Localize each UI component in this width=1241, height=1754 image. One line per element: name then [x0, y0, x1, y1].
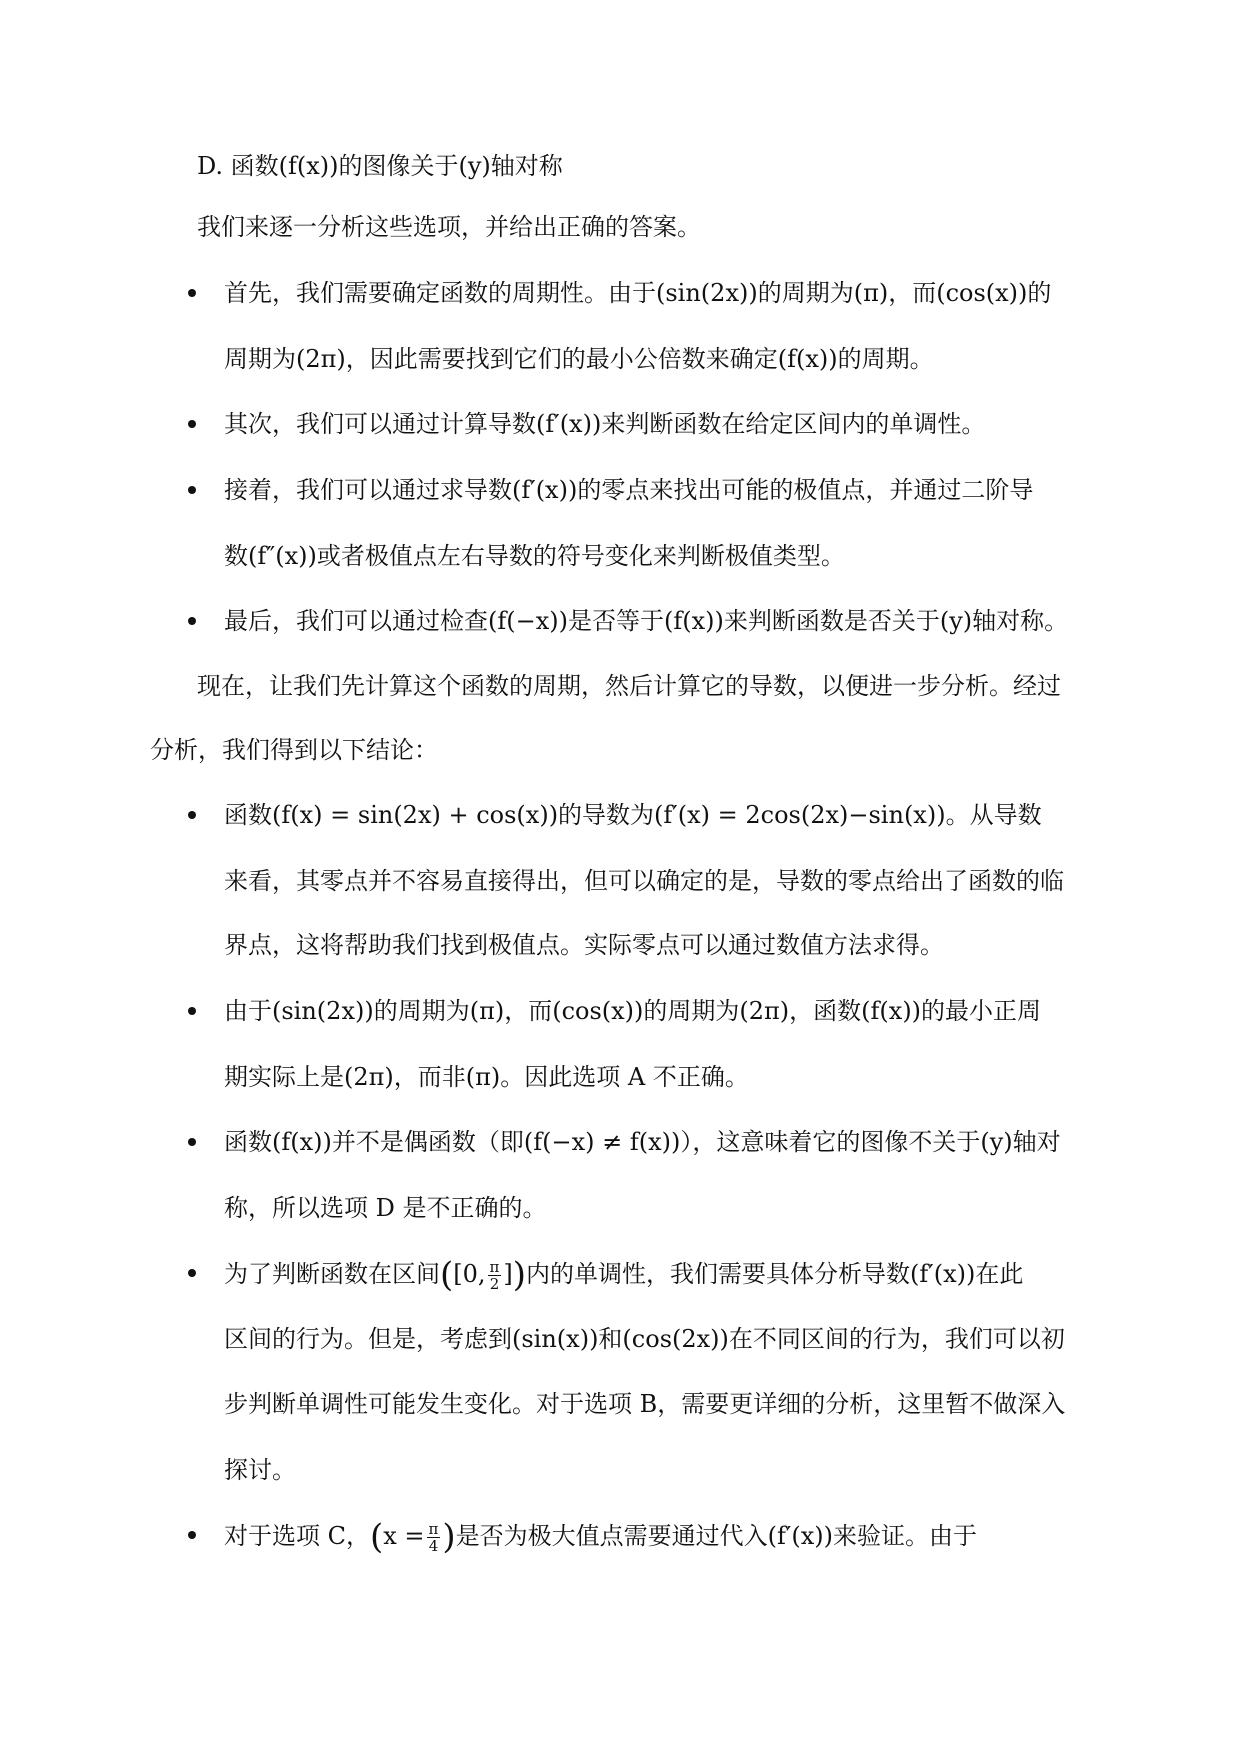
option-d-text: D. 函数(f(x))的图像关于(y)轴对称	[197, 152, 563, 180]
monotonic-pre-text: 为了判断函数在区间	[224, 1260, 440, 1288]
bullet-dot	[188, 1531, 196, 1539]
bullet-dot	[188, 1138, 196, 1146]
conclusion-monotonic-line4: 探讨。	[224, 1456, 296, 1484]
bullet-extrema-line2: 数(f″(x))或者极值点左右导数的符号变化来判断极值类型。	[224, 542, 845, 570]
close-paren: )	[512, 1255, 527, 1295]
conclusion-monotonic-line2: 区间的行为。但是，考虑到(sin(x))和(cos(2x))在不同区间的行为，我们可以初	[224, 1325, 1065, 1353]
conclusion-monotonic-line3: 步判断单调性可能发生变化。对于选项 B，需要更详细的分析，这里暂不做深入	[224, 1390, 1066, 1418]
conclusion-parity-line2: 称，所以选项 D 是不正确的。	[224, 1194, 547, 1222]
conclusion-monotonic-line1	[224, 1252, 1023, 1297]
analysis-paragraph-line2: 分析，我们得到以下结论：	[150, 736, 438, 764]
bullet-derivative: 其次，我们可以通过计算导数(f′(x))来判断函数在给定区间内的单调性。	[224, 410, 986, 438]
bullet-period-line2: 周期为(2π)，因此需要找到它们的最小公倍数来确定(f(x))的周期。	[224, 345, 934, 373]
conclusion-derivative-line3: 界点，这将帮助我们找到极值点。实际零点可以通过数值方法求得。	[224, 931, 944, 959]
bullet-dot	[188, 420, 196, 428]
fraction-numerator: π	[428, 1520, 439, 1538]
bullet-dot	[188, 1269, 196, 1277]
open-paren: (	[370, 1517, 384, 1557]
pi-over-4-fraction	[427, 1521, 441, 1554]
bullet-dot	[188, 811, 196, 819]
pi-over-2-fraction	[488, 1259, 502, 1292]
close-paren: )	[442, 1517, 456, 1557]
bullet-symmetry: 最后，我们可以通过检查(f(−x))是否等于(f(x))来判断函数是否关于(y)轴对称。	[224, 607, 1069, 635]
interval-close: ]	[503, 1260, 513, 1288]
intro-paragraph: 我们来逐一分析这些选项，并给出正确的答案。	[197, 213, 701, 241]
conclusion-period-line1: 由于(sin(2x))的周期为(π)，而(cos(x))的周期为(2π)，函数(f(x))的最小正周	[224, 997, 1042, 1025]
analysis-paragraph-line1: 现在，让我们先计算这个函数的周期，然后计算它的导数，以便进一步分析。经过	[197, 672, 1061, 700]
fraction-numerator: π	[489, 1258, 500, 1276]
bullet-dot	[188, 486, 196, 494]
bullet-period-line1: 首先，我们需要确定函数的周期性。由于(sin(2x))的周期为(π)，而(cos(x))的	[224, 279, 1052, 307]
bullet-dot	[188, 1007, 196, 1015]
bullet-dot	[188, 617, 196, 625]
open-paren: (	[440, 1255, 454, 1295]
maximum-pre-text: 对于选项 C，	[224, 1522, 370, 1550]
conclusion-period-line2: 期实际上是(2π)，而非(π)。因此选项 A 不正确。	[224, 1063, 749, 1091]
x-equals: x =	[383, 1522, 425, 1550]
conclusion-parity-line1: 函数(f(x))并不是偶函数（即(f(−x) ≠ f(x))），这意味着它的图像不关于(y)轴对	[224, 1128, 1061, 1156]
conclusion-derivative-line2: 来看，其零点并不容易直接得出，但可以确定的是，导数的零点给出了函数的临	[224, 867, 1064, 895]
fraction-denominator: 2	[489, 1275, 500, 1293]
monotonic-post-text: 内的单调性，我们需要具体分析导数(f′(x))在此	[526, 1260, 1024, 1288]
fraction-denominator: 4	[428, 1537, 439, 1555]
maximum-post-text: 是否为极大值点需要通过代入(f′(x))来验证。由于	[455, 1522, 977, 1550]
interval-open: [0,	[453, 1260, 486, 1288]
bullet-dot	[188, 289, 196, 297]
conclusion-derivative-line1: 函数(f(x) = sin(2x) + cos(x))的导数为(f′(x) = 2cos(2x)−sin(x))。从导数	[224, 801, 1042, 829]
bullet-extrema-line1: 接着，我们可以通过求导数(f′(x))的零点来找出可能的极值点，并通过二阶导	[224, 476, 1034, 504]
conclusion-maximum-line1	[224, 1514, 977, 1559]
